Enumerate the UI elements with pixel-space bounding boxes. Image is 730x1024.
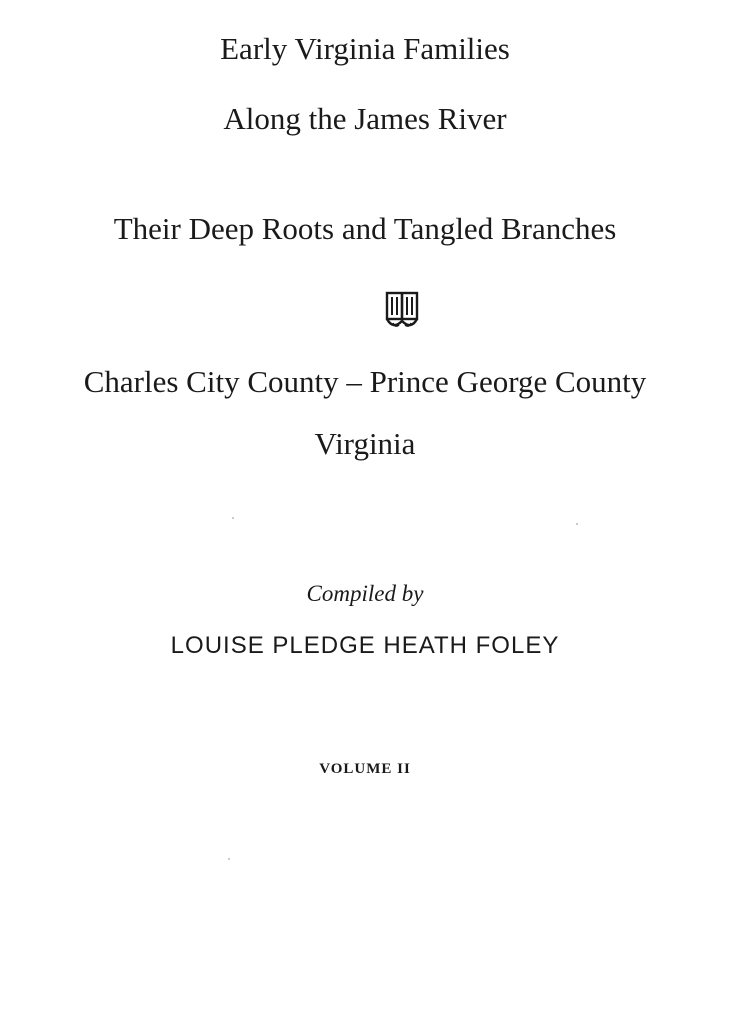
paper-speck [232, 517, 234, 519]
counties-line: Charles City County – Prince George County [83, 364, 647, 399]
state-line: Virginia [314, 426, 416, 461]
paper-speck [228, 858, 230, 860]
tree-roots-icon [383, 290, 421, 330]
volume-label: VOLUME II [319, 761, 411, 777]
title-line-2: Along the James River [223, 101, 507, 136]
author-name: LOUISE PLEDGE HEATH FOLEY [170, 632, 560, 659]
title-line-1: Early Virginia Families [220, 31, 510, 66]
paper-speck [576, 523, 578, 525]
compiled-by-label: Compiled by [306, 581, 424, 606]
subtitle: Their Deep Roots and Tangled Branches [113, 211, 617, 246]
